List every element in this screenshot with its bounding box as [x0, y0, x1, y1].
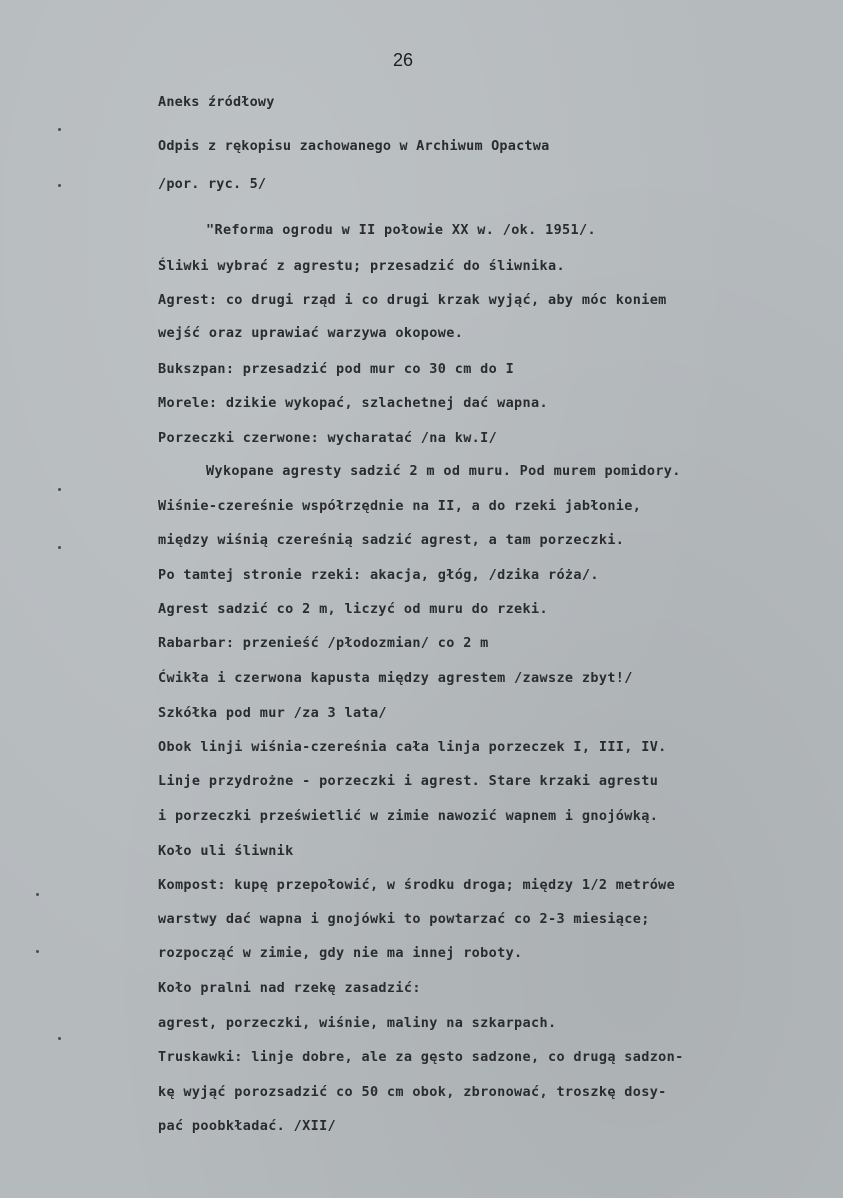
text-line: rozpocząć w zimie, gdy nie ma innej roboty.	[158, 945, 523, 961]
text-line: kę wyjąć porozsadzić co 50 cm obok, zbronować, troszkę dosy-	[158, 1084, 667, 1100]
text-line: Wykopane agresty sadzić 2 m od muru. Pod murem pomidory.	[206, 463, 681, 479]
text-line: między wiśnią czereśnią sadzić agrest, a tam porzeczki.	[158, 532, 625, 548]
text-line: i porzeczki prześwietlić w zimie nawozić wapnem i gnojówką.	[158, 808, 659, 824]
text-line: Agrest: co drugi rząd i co drugi krzak wyjąć, aby móc koniem	[158, 292, 667, 308]
text-line: Wiśnie-czereśnie współrzędnie na II, a do rzeki jabłonie,	[158, 498, 642, 514]
text-line: Po tamtej stronie rzeki: akacja, głóg, /dzika róża/.	[158, 567, 599, 583]
text-line: Ćwikła i czerwona kapusta między agrestem /zawsze zbyt!/	[158, 670, 633, 686]
text-line: Linje przydrożne - porzeczki i agrest. Stare krzaki agrestu	[158, 773, 659, 789]
punch-hole-mark	[36, 950, 39, 953]
page-number: 26	[393, 50, 414, 70]
punch-hole-mark	[58, 184, 61, 187]
text-line: warstwy dać wapna i gnojówki to powtarzać co 2-3 miesiące;	[158, 911, 650, 927]
text-line: Kompost: kupę przepołowić, w środku droga; między 1/2 metrówe	[158, 877, 676, 893]
text-line: pać poobkładać. /XII/	[158, 1118, 337, 1134]
punch-hole-mark	[36, 893, 39, 896]
text-line: Bukszpan: przesadzić pod mur co 30 cm do I	[158, 361, 515, 377]
punch-hole-mark	[58, 1037, 61, 1040]
text-line: Truskawki: linje dobre, ale za gęsto sadzone, co drugą sadzon-	[158, 1049, 684, 1065]
text-line: Szkółka pod mur /za 3 lata/	[158, 705, 387, 721]
text-line: Morele: dzikie wykopać, szlachetnej dać wapna.	[158, 395, 548, 411]
punch-hole-mark	[58, 488, 61, 491]
text-line: Koło uli śliwnik	[158, 843, 294, 859]
section-title: Aneks źródłowy	[158, 94, 275, 110]
text-line: Koło pralni nad rzekę zasadzić:	[158, 980, 421, 996]
text-line: Rabarbar: przenieść /płodozmian/ co 2 m	[158, 635, 489, 651]
text-line: "Reforma ogrodu w II połowie XX w. /ok. 1951/.	[206, 222, 596, 238]
source-description: Odpis z rękopisu zachowanego w Archiwum Opactwa	[158, 138, 550, 154]
text-line: Agrest sadzić co 2 m, liczyć od muru do rzeki.	[158, 601, 548, 617]
punch-hole-mark	[58, 128, 61, 131]
text-line: agrest, porzeczki, wiśnie, maliny na szkarpach.	[158, 1015, 557, 1031]
text-line: wejść oraz uprawiać warzywa okopowe.	[158, 325, 464, 341]
figure-reference: /por. ryc. 5/	[158, 176, 267, 192]
text-line: Porzeczki czerwone: wycharatać /na kw.I/	[158, 430, 498, 446]
punch-hole-mark	[58, 546, 61, 549]
text-line: Obok linji wiśnia-czereśnia cała linja porzeczek I, III, IV.	[158, 739, 667, 755]
text-line: Śliwki wybrać z agrestu; przesadzić do śliwnika.	[158, 258, 565, 274]
